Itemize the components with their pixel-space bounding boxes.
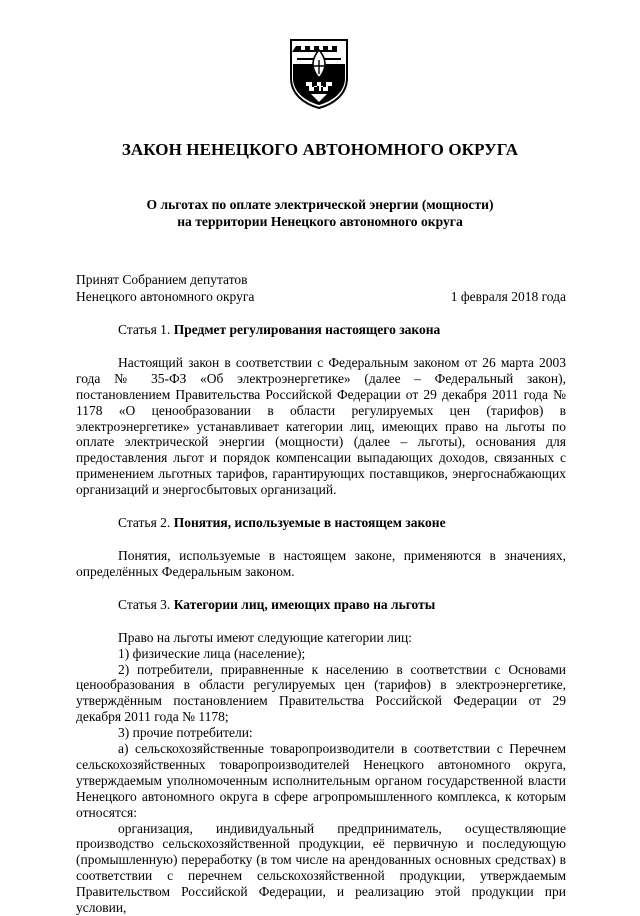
- list-item: 1) физические лица (население);: [118, 645, 306, 661]
- article-paragraph: Право на льготы имеют следующие категории лиц:: [118, 629, 413, 645]
- adopted-line-2: Ненецкого автономного округа: [76, 289, 255, 304]
- subtitle-line-2: на территории Ненецкого автономного округа: [177, 214, 463, 229]
- law-body: [76, 322, 566, 916]
- list-item: 2) потребители, приравненные к населению в соответствии с Основами ценообразования в области регулируемых цен (тарифов) в электроэнергетике, утверждённым постановлением Правительства Российской Федерации от 29 декабря 2011 года № 1178;: [76, 661, 566, 725]
- article-title: Предмет регулирования настоящего закона: [173, 322, 441, 337]
- subtitle-line-1: О льготах по оплате электрической энергии (мощности): [146, 197, 494, 212]
- article-title: Понятия, используемые в настоящем законе: [173, 515, 446, 531]
- article-number: Статья 1.: [118, 322, 171, 337]
- article-3-heading: [76, 597, 566, 613]
- law-title: ЗАКОН НЕНЕЦКОГО АВТОНОМНОГО ОКРУГА: [121, 140, 519, 159]
- article-number: Статья 3.: [118, 596, 171, 612]
- article-1-heading: [76, 322, 566, 338]
- article-2-heading: [76, 515, 566, 531]
- law-subtitle: [0, 196, 640, 230]
- article-title: Категории лиц, имеющих право на льготы: [173, 596, 436, 612]
- article-number: Статья 2.: [118, 515, 171, 531]
- article-paragraph: Настоящий закон в соответствии с Федеральным законом от 26 марта 2003 года № 35-ФЗ «Об электроэнергетике» (далее – Федеральный закон), постановлением Правительства Российской Федерации от 29 декабря 2011 года № 1178 «О ценообразовании в области регулируемых цен (тарифов) в электроэнергетике» устанавливает категории лиц, имеющих право на льготы по оплате электрической энергии (мощности) (далее – льготы), основания для предоставления льгот и порядок компенсации выпадающих доходов, связанных с применением льготных тарифов, гарантирующих поставщиков, энергоснабжающих организаций и энергосбытовых организаций.: [76, 354, 566, 498]
- adopted-by: [76, 271, 254, 305]
- adopted-line-1: Принят Собранием депутатов: [76, 272, 248, 287]
- article-paragraph: Понятия, используемые в настоящем законе, применяются в значениях, определённых Федеральным законом.: [76, 547, 566, 579]
- article-paragraph: организация, индивидуальный предприниматель, осуществляющие производство сельскохозяйственной продукции, её первичную и последующую (промышленную) переработку (в том числе на арендованных основных средствах) в соответствии с перечнем сельскохозяйственной продукции, утверждаемым Правительством Российской Федерации, и реализацию этой продукции при условии,: [76, 820, 566, 916]
- adoption-date: 1 февраля 2018 года: [450, 289, 566, 304]
- list-item: а) сельскохозяйственные товаропроизводители в соответствии с Перечнем сельскохозяйственных товаропроизводителей Ненецкого автономного округа, утверждаемым уполномоченным исполнительным органом государственной власти Ненецкого автономного округа в сфере агропромышленного комплекса, к которым относятся:: [76, 741, 566, 820]
- coat-of-arms-icon: [288, 38, 350, 110]
- list-item: 3) прочие потребители:: [118, 725, 253, 741]
